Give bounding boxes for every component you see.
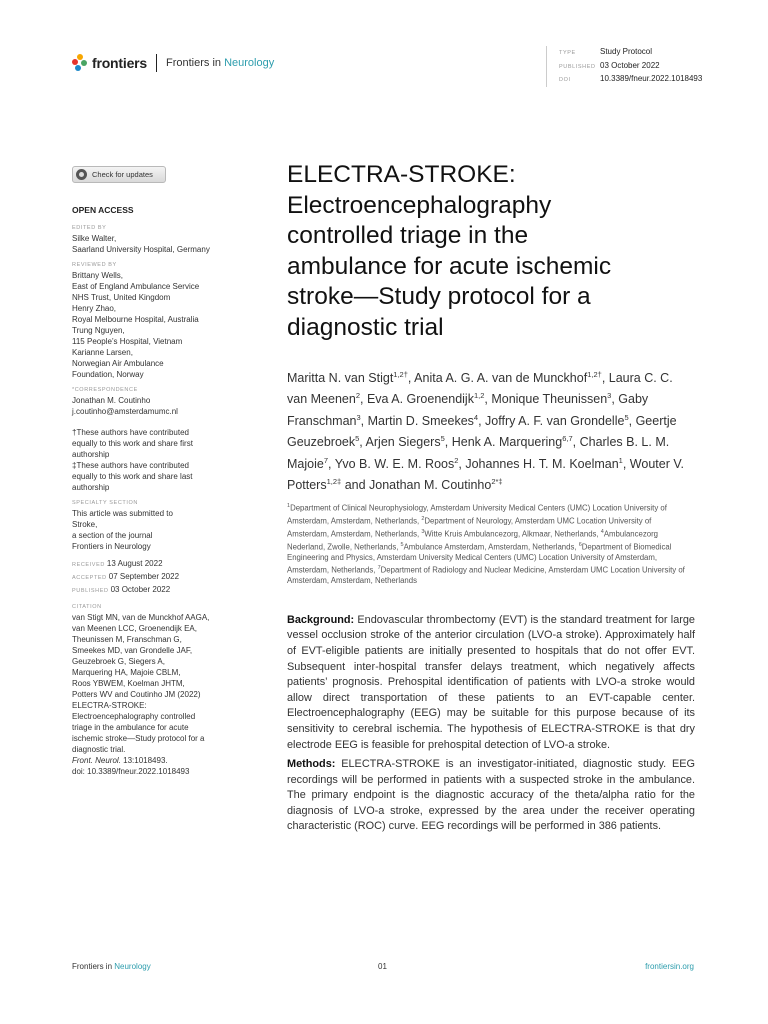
open-access-label: OPEN ACCESS xyxy=(72,205,134,215)
citation-label: CITATION xyxy=(72,604,102,610)
author-name[interactable]: Anita A. G. A. van de Munckhof xyxy=(414,370,588,385)
affiliation-marker: 1 xyxy=(287,502,291,509)
author-name[interactable]: Maritta N. van Stigt xyxy=(287,370,394,385)
abstract-background: Background: Endovascular thrombectomy (EVT) is the standard treatment for large vessel occlusion stroke of the anterior circulation (LVO-a stroke). Approximately half of EVT-eligible patients are initially presented to hospitals that do not offer EVT. Subsequent inter-hospital transfer delays treatment, which negatively affects patients’ prognosis. Prehospital identification of patients with LVO-a stroke would allow direct transportation of these patients to an EVT-capable center. Electroencephalography (EEG) may be suitable for this purpose because of its sensitivity to cerebral ischemia. The hypothesis of ELECTRA-STROKE is that dry electrode EEG is feasible for prehospital detection of LVO-a stroke. xyxy=(287,613,695,751)
affiliation-marker: 2 xyxy=(421,515,425,522)
reviewers-info: Brittany Wells, East of England Ambulance Service NHS Trust, United Kingdom Henry Zhao, Royal Melbourne Hospital, Australia Trung Nguyen, 115 People’s Hospital, Vietnam Karianne Larsen, Norwegian Air Ambulance Foundation, Norway xyxy=(72,271,200,379)
author-affiliation-marker: 1,2‡ xyxy=(326,477,342,487)
author-list: Maritta N. van Stigt$^{1,2\dagger}$, Anita A. G. A. van de Munckhof$^{1,2\dagger}$, Laura C. C. van Meenen$^2$, Eva A. Groenendijk$^{1,2}$, Monique Theunissen$^3$, Gaby Franschman$^3$, Martin D. Smeekes$^4$, Joffry A. F. van Grondelle$^5$, Geertje Geuzebroek$^5$, Arjen Siegers$^5$, Henk A. Marquering$^{6,7}$, Charles B. L. M. Majoie$^7$, Yvo B. W. E. M. Roos$^2$, Johannes H. T. M. Koelman$^1$, Wouter V. Potters$^{1,2\ddagger}$ and Jonathan M. Coutinho$^{2*\ddagger}$ xyxy=(287,369,684,493)
author-name[interactable]: Joffry A. F. van Grondelle xyxy=(485,413,625,428)
author-affiliation-marker: 1,2† xyxy=(393,369,408,379)
sidebar xyxy=(72,166,242,777)
frontiers-logo[interactable] xyxy=(72,52,274,74)
page-number: 01 xyxy=(378,962,387,971)
footer-journal: Frontiers in Neurology xyxy=(72,962,151,971)
affiliation-text: Department of Radiology and Nuclear Medicine, Amsterdam UMC Location University of Amsterdam, Amsterdam, Netherlands xyxy=(287,565,685,586)
citation-doi[interactable]: doi: 10.3389/fneur.2022.1018493 xyxy=(72,767,190,776)
article-title: ELECTRA-STROKE: Electroencephalography controlled triage in the ambulance for acute ischemic stroke—Study protocol for a diagnostic trial xyxy=(287,161,612,341)
update-icon xyxy=(76,169,87,180)
published-date: 03 October 2022 xyxy=(600,60,660,70)
author-affiliation-marker: 4 xyxy=(473,412,479,422)
author-name[interactable]: Geertje Geuzebroek xyxy=(287,413,677,450)
author-name[interactable]: Johannes H. T. M. Koelman xyxy=(465,456,619,471)
affiliation-text: Department of Biomedical Engineering and Physics, Amsterdam University Medical Centers (UMC) Location University of Amsterdam, Amsterdam, Netherlands, xyxy=(287,542,672,575)
published-date-sidebar: 03 October 2022 xyxy=(110,585,171,594)
correspondence-info[interactable]: Jonathan M. Coutinho j.coutinho@amsterdamumc.nl xyxy=(72,396,178,416)
affiliation-text: Department of Clinical Neurophysiology, Amsterdam University Medical Centers (UMC) Location University of Amsterdam, Amsterdam, Netherlands, xyxy=(287,503,667,526)
author-name[interactable]: Gaby Franschman xyxy=(287,392,649,428)
affiliation-text: Ambulance Amsterdam, Amsterdam, Netherlands, xyxy=(403,542,579,552)
author-affiliation-marker: 5 xyxy=(440,434,445,444)
affiliation-marker: 5 xyxy=(400,541,404,548)
affiliation-marker: 7 xyxy=(377,565,381,572)
dates-block: RECEIVED 13 August 2022 ACCEPTED 07 September 2022 PUBLISHED 03 October 2022 xyxy=(72,559,180,594)
author-name[interactable]: Charles B. L. M. Majoie xyxy=(287,435,670,471)
author-affiliation-marker: 1 xyxy=(618,455,623,465)
abstract-methods: Methods: ELECTRA-STROKE is an investigator-initiated, diagnostic study. EEG recordings will be performed in patients with a suspected stroke in the ambulance. The primary endpoint is the diagnostic accuracy of the theta/alpha ratio for the diagnosis of LVO-a stroke, expressed by the area under the receiver operating characteristic (ROC) curve. EEG recordings will be performed in 386 patients. xyxy=(287,758,695,833)
logo-divider xyxy=(156,54,157,72)
article-type: Study Protocol xyxy=(600,47,653,56)
author-affiliation-marker: 2 xyxy=(355,391,360,401)
site-link[interactable]: frontiersin.org xyxy=(645,962,694,971)
author-name[interactable]: Monique Theunissen xyxy=(491,392,608,407)
equal-first-note: †These authors have contributed equally to this work and share first authorship xyxy=(72,428,193,459)
abstract xyxy=(287,613,695,835)
affiliation-marker: 6 xyxy=(578,541,582,548)
author-name[interactable]: Martin D. Smeekes xyxy=(367,413,474,428)
author-affiliation-marker: 3 xyxy=(607,391,612,401)
received-date: 13 August 2022 xyxy=(106,559,163,568)
author-name[interactable]: Jonathan M. Coutinho xyxy=(369,478,492,493)
author-affiliation-marker: 1,2 xyxy=(473,391,485,401)
citation-text: van Stigt MN, van de Munckhof AAGA, van Meenen LCC, Groenendijk EA, Theunissen M, Franschman G, Smeekes MD, van Grondelle JAF, Geuzebroek G, Siegers A, Marquering HA, Majoie CBLM, Roos YBWEM, Koelman JHTM, Potters WV and Coutinho JM (2022) ELECTRA-STROKE: Electroencephalography controlled triage in the ambulance for acute ischemic stroke—Study protocol for a diagnostic trial. Front. Neurol. 13:1018493. doi: 10.3389/fneur.2022.1018493 xyxy=(72,613,210,776)
author-affiliation-marker: 7 xyxy=(323,455,328,465)
accepted-date: 07 September 2022 xyxy=(108,572,180,581)
editor-info: Silke Walter, Saarland University Hospital, Germany xyxy=(72,234,210,254)
author-affiliation-marker: 6,7 xyxy=(562,434,573,444)
check-for-updates-button[interactable]: Check for updates xyxy=(72,166,166,183)
equal-last-note: ‡These authors have contributed equally to this work and share last authorship xyxy=(72,461,193,492)
author-affiliation-marker: 2*‡ xyxy=(491,477,503,487)
author-name[interactable]: Eva A. Groenendijk xyxy=(366,392,474,407)
affiliation-marker: 4 xyxy=(600,528,604,535)
article-main xyxy=(287,160,695,839)
author-affiliation-marker: 5 xyxy=(624,412,629,422)
frontiers-logo-icon xyxy=(72,54,88,72)
doi-link[interactable]: 10.3389/fneur.2022.1018493 xyxy=(600,74,703,83)
author-name[interactable]: Yvo B. W. E. M. Roos xyxy=(334,456,455,471)
correspondence-label: *CORRESPONDENCE xyxy=(72,387,138,393)
article-meta: TYPE Study Protocol PUBLISHED 03 October 2022 DOI 10.3389/fneur.2022.1018493 xyxy=(546,46,702,87)
affiliation-text: Department of Neurology, Amsterdam UMC Location University of Amsterdam, Amsterdam, Netherlands, xyxy=(287,516,652,539)
specialty-info: This article was submitted to Stroke, a section of the journal Frontiers in Neurology xyxy=(72,509,173,551)
author-name[interactable]: Henk A. Marquering xyxy=(451,435,563,450)
journal-name: Frontiers in Neurology xyxy=(166,57,275,69)
affiliation-text: Ambulancezorg Nederland, Zwolle, Netherlands, xyxy=(287,529,659,552)
author-name[interactable]: Laura C. C. van Meenen xyxy=(287,370,673,407)
affiliations xyxy=(287,501,695,587)
author-affiliation-marker: 5 xyxy=(355,434,360,444)
affiliation-marker: 3 xyxy=(421,528,425,535)
author-affiliation-marker: 3 xyxy=(356,412,361,422)
author-name[interactable]: Arjen Siegers xyxy=(365,435,441,450)
author-affiliation-marker: 2 xyxy=(454,455,459,465)
edited-by-label: EDITED BY xyxy=(72,225,107,231)
author-affiliation-marker: 1,2† xyxy=(587,369,602,379)
reviewed-by-label: REVIEWED BY xyxy=(72,262,117,268)
specialty-label: SPECIALTY SECTION xyxy=(72,500,138,506)
author-name[interactable]: Wouter V. Potters xyxy=(287,456,684,493)
logo-wordmark: frontiers xyxy=(92,55,147,71)
affiliation-text: Witte Kruis Ambulancezorg, Alkmaar, Netherlands, xyxy=(424,529,601,539)
